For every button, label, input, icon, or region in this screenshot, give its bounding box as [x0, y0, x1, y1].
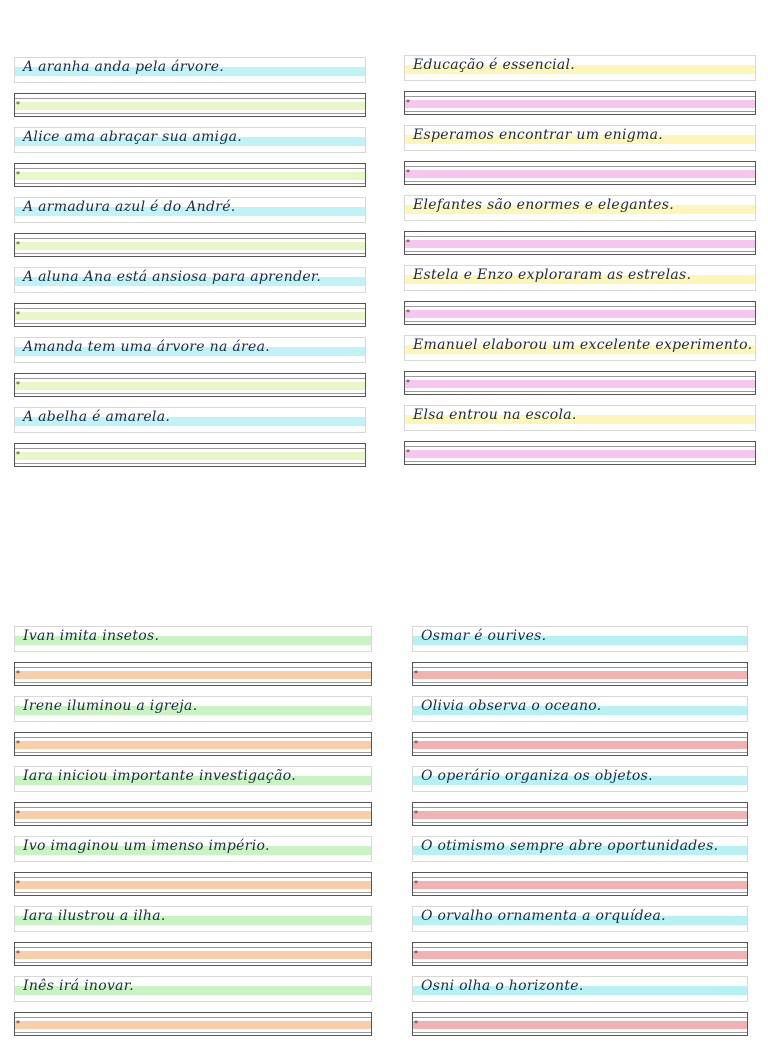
practice-line[interactable] [412, 872, 748, 896]
model-sentence: Olivia observa o oceano. [421, 698, 602, 714]
practice-start-mark: * [16, 739, 20, 748]
practice-guide-top [405, 376, 755, 377]
practice-guide-top [405, 96, 755, 97]
model-line [14, 267, 366, 293]
model-line [404, 195, 756, 221]
practice-line-band [405, 380, 755, 388]
worksheet-block-i [14, 626, 372, 1046]
practice-line-band [15, 172, 365, 180]
practice-guide-bottom [15, 752, 371, 753]
practice-line[interactable] [412, 942, 748, 966]
model-line [14, 337, 366, 363]
model-sentence: Amanda tem uma árvore na área. [23, 339, 270, 355]
practice-guide-top [15, 448, 365, 449]
model-line [404, 265, 756, 291]
model-sentence: Elefantes são enormes e elegantes. [413, 197, 674, 213]
practice-guide-top [15, 98, 365, 99]
practice-guide-top [15, 667, 371, 668]
practice-line[interactable] [412, 802, 748, 826]
practice-guide-top [405, 236, 755, 237]
practice-line-band [413, 1021, 747, 1029]
practice-guide-bottom [15, 113, 365, 114]
model-sentence: Esperamos encontrar um enigma. [413, 127, 663, 143]
model-sentence: Osmar é ourives. [421, 628, 547, 644]
practice-guide-bottom [15, 962, 371, 963]
practice-guide-bottom [413, 682, 747, 683]
model-line [404, 405, 756, 431]
practice-line-band [405, 240, 755, 248]
practice-guide-bottom [413, 1032, 747, 1033]
practice-line[interactable] [14, 303, 366, 327]
practice-line[interactable] [404, 301, 756, 325]
model-sentence: Ivo imaginou um imenso império. [23, 838, 270, 854]
practice-guide-bottom [15, 822, 371, 823]
model-line [412, 696, 748, 722]
model-line [14, 407, 366, 433]
practice-line[interactable] [404, 91, 756, 115]
practice-start-mark: * [414, 669, 418, 678]
practice-start-mark: * [414, 879, 418, 888]
practice-guide-top [413, 1017, 747, 1018]
practice-line-band [413, 881, 747, 889]
practice-guide-bottom [15, 323, 365, 324]
model-line [14, 906, 372, 932]
practice-start-mark: * [16, 879, 20, 888]
practice-guide-top [405, 166, 755, 167]
worksheet-block-o [412, 626, 748, 1046]
practice-line[interactable] [14, 802, 372, 826]
practice-line-band [15, 741, 371, 749]
model-sentence: Iara ilustrou a ilha. [23, 908, 166, 924]
practice-guide-top [413, 947, 747, 948]
model-sentence: Alice ama abraçar sua amiga. [23, 129, 242, 145]
practice-line[interactable] [412, 1012, 748, 1036]
practice-line-band [15, 1021, 371, 1029]
practice-guide-top [413, 877, 747, 878]
practice-start-mark: * [16, 310, 20, 319]
practice-start-mark: * [406, 308, 410, 317]
practice-line-band [15, 811, 371, 819]
model-sentence: O otimismo sempre abre oportunidades. [421, 838, 719, 854]
model-line [14, 127, 366, 153]
practice-line-band [405, 100, 755, 108]
practice-line[interactable] [14, 443, 366, 467]
practice-start-mark: * [16, 809, 20, 818]
practice-guide-bottom [15, 892, 371, 893]
model-line [14, 836, 372, 862]
practice-guide-bottom [413, 962, 747, 963]
model-sentence: A aluna Ana está ansiosa para aprender. [23, 269, 322, 285]
practice-guide-top [15, 807, 371, 808]
practice-line[interactable] [14, 233, 366, 257]
practice-guide-bottom [405, 321, 755, 322]
practice-guide-top [15, 308, 365, 309]
model-line [412, 626, 748, 652]
practice-start-mark: * [16, 170, 20, 179]
model-sentence: Iara iniciou importante investigação. [23, 768, 296, 784]
practice-line[interactable] [404, 231, 756, 255]
model-sentence: O operário organiza os objetos. [421, 768, 653, 784]
practice-line[interactable] [404, 441, 756, 465]
practice-guide-top [15, 378, 365, 379]
practice-guide-top [15, 877, 371, 878]
practice-start-mark: * [16, 450, 20, 459]
practice-guide-top [15, 1017, 371, 1018]
practice-line-band [15, 951, 371, 959]
model-line [404, 125, 756, 151]
practice-start-mark: * [406, 378, 410, 387]
model-line [14, 197, 366, 223]
practice-line[interactable] [412, 662, 748, 686]
practice-line-band [15, 312, 365, 320]
practice-guide-top [405, 306, 755, 307]
practice-guide-top [405, 446, 755, 447]
practice-guide-bottom [15, 682, 371, 683]
model-line [14, 976, 372, 1002]
model-sentence: O orvalho ornamenta a orquídea. [421, 908, 666, 924]
practice-line-band [413, 811, 747, 819]
worksheet-block-a [14, 57, 366, 477]
practice-start-mark: * [414, 1019, 418, 1028]
practice-guide-bottom [413, 752, 747, 753]
practice-line-band [413, 951, 747, 959]
practice-guide-bottom [405, 391, 755, 392]
practice-line[interactable] [14, 93, 366, 117]
practice-line[interactable] [14, 163, 366, 187]
practice-line-band [15, 102, 365, 110]
model-sentence: Elsa entrou na escola. [413, 407, 577, 423]
model-sentence: Irene iluminou a igreja. [23, 698, 198, 714]
practice-line-band [15, 881, 371, 889]
model-line [14, 626, 372, 652]
model-line [14, 696, 372, 722]
practice-guide-bottom [405, 111, 755, 112]
practice-start-mark: * [414, 809, 418, 818]
model-sentence: Emanuel elaborou um excelente experimento. [413, 337, 753, 353]
practice-guide-bottom [413, 892, 747, 893]
practice-line[interactable] [14, 1012, 372, 1036]
practice-guide-top [15, 238, 365, 239]
model-sentence: Educação é essencial. [413, 57, 576, 73]
practice-line-band [413, 741, 747, 749]
practice-guide-bottom [413, 822, 747, 823]
practice-line-band [405, 170, 755, 178]
model-line [412, 836, 748, 862]
practice-line-band [413, 671, 747, 679]
practice-start-mark: * [406, 448, 410, 457]
practice-line[interactable] [404, 371, 756, 395]
model-sentence: Estela e Enzo exploraram as estrelas. [413, 267, 692, 283]
model-sentence: Osni olha o horizonte. [421, 978, 584, 994]
practice-guide-top [15, 947, 371, 948]
model-line [14, 57, 366, 83]
practice-line-band [15, 382, 365, 390]
practice-start-mark: * [16, 949, 20, 958]
model-sentence: Inês irá inovar. [23, 978, 135, 994]
practice-start-mark: * [414, 739, 418, 748]
practice-guide-top [15, 168, 365, 169]
practice-guide-bottom [405, 461, 755, 462]
practice-start-mark: * [16, 669, 20, 678]
model-sentence: Ivan imita insetos. [23, 628, 160, 644]
practice-guide-bottom [15, 463, 365, 464]
practice-guide-bottom [405, 181, 755, 182]
practice-guide-bottom [15, 393, 365, 394]
practice-line-band [405, 310, 755, 318]
practice-line[interactable] [14, 662, 372, 686]
practice-guide-bottom [405, 251, 755, 252]
practice-guide-bottom [15, 183, 365, 184]
practice-guide-top [413, 807, 747, 808]
model-sentence: A armadura azul é do André. [23, 199, 236, 215]
practice-line[interactable] [14, 872, 372, 896]
practice-guide-bottom [15, 253, 365, 254]
model-line [412, 766, 748, 792]
model-sentence: A abelha é amarela. [23, 409, 171, 425]
practice-start-mark: * [16, 380, 20, 389]
practice-guide-top [413, 667, 747, 668]
practice-start-mark: * [16, 240, 20, 249]
practice-guide-top [15, 737, 371, 738]
practice-line-band [15, 452, 365, 460]
practice-line-band [15, 242, 365, 250]
practice-guide-bottom [15, 1032, 371, 1033]
practice-line-band [15, 671, 371, 679]
practice-start-mark: * [16, 1019, 20, 1028]
model-line [404, 55, 756, 81]
model-line [404, 335, 756, 361]
worksheet-block-e [404, 55, 756, 475]
practice-line-band [405, 450, 755, 458]
model-line [412, 976, 748, 1002]
practice-line[interactable] [14, 373, 366, 397]
model-line [412, 906, 748, 932]
practice-line[interactable] [412, 732, 748, 756]
practice-start-mark: * [414, 949, 418, 958]
practice-start-mark: * [406, 238, 410, 247]
practice-line[interactable] [14, 942, 372, 966]
model-sentence: A aranha anda pela árvore. [23, 59, 225, 75]
practice-line[interactable] [14, 732, 372, 756]
practice-start-mark: * [406, 168, 410, 177]
model-line [14, 766, 372, 792]
practice-start-mark: * [16, 100, 20, 109]
practice-start-mark: * [406, 98, 410, 107]
practice-line[interactable] [404, 161, 756, 185]
practice-guide-top [413, 737, 747, 738]
